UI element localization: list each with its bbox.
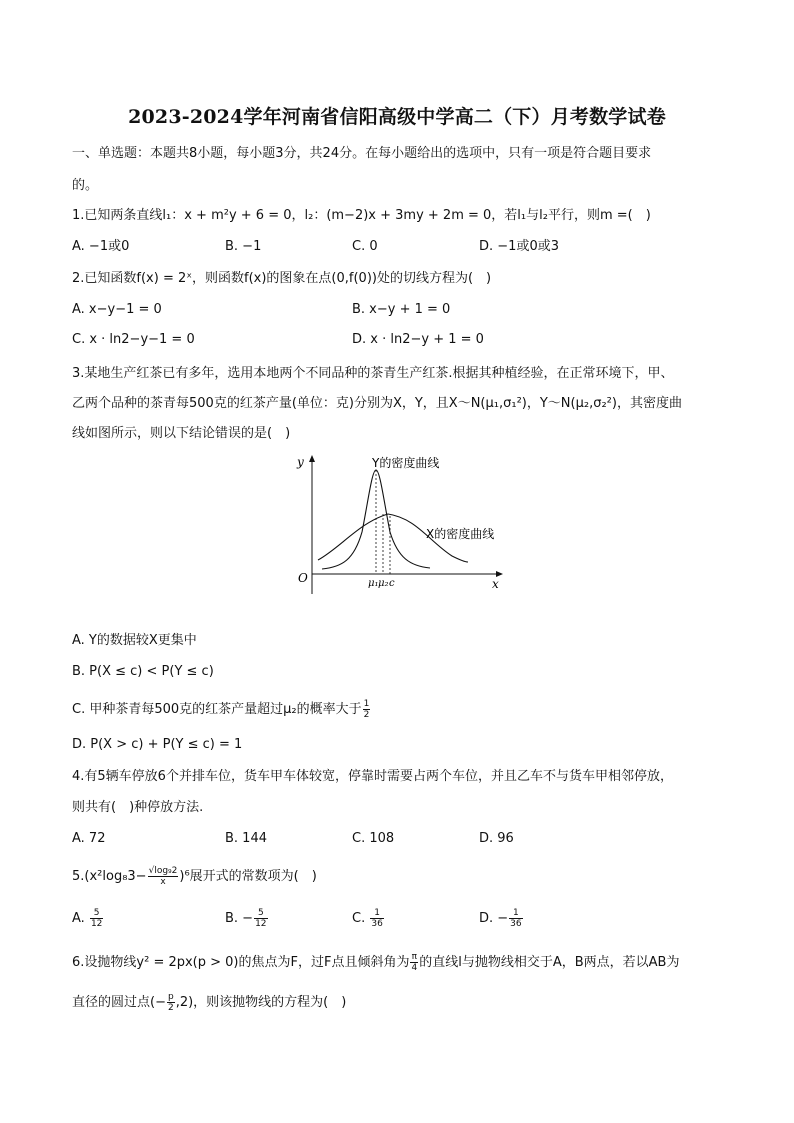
q4-option-c: C. 108 <box>352 831 395 846</box>
q4-option-d: D. 96 <box>479 831 514 846</box>
q5-option-d: D. − $\frac{1}{36}$ <box>479 908 522 929</box>
q1-option-a: A. −1或0 <box>72 239 130 254</box>
exam-title: 2023-2024学年河南省信阳高级中学高二（下）月考数学试卷 <box>128 106 666 128</box>
c-tick-label: c <box>389 578 395 589</box>
section-heading: 一、单选题：本题共8小题，每小题3分，共24分。在每小题给出的选项中，只有一项是符合题目要求 <box>72 146 652 161</box>
q3-option-c <box>72 699 371 720</box>
q1-stem: 1.已知两条直线l₁：x + m²y + 6 = 0，l₂：(m−2)x + 3my + 2m = 0，若l₁与l₂平行，则m =( ) <box>72 208 651 223</box>
q5-stem-fraction: $\frac{\text{√log₉2}}{x}$ <box>148 866 178 887</box>
q1-option-c: C. 0 <box>352 239 378 254</box>
mu2-tick-label: μ₂ <box>378 578 389 589</box>
q2-option-a: A. x−y−1 = 0 <box>72 302 162 317</box>
q3-stem-line3: 线如图所示，则以下结论错误的是( ) <box>72 426 291 441</box>
q6-stem-line2: 直径的圆过点(− $\frac{p}{2}$ ,2)，则该抛物线的方程为( ) <box>72 992 347 1013</box>
q3-option-d: D. P(X > c) + P(Y ≤ c) = 1 <box>72 737 243 752</box>
q4-stem-line1: 4.有5辆车停放6个并排车位，货车甲车体较宽，停靠时需要占两个车位，并且乙车不与货车甲相邻停放， <box>72 769 673 784</box>
y-axis-label: y <box>297 455 304 469</box>
origin-label: O <box>298 571 308 585</box>
q3-option-a: A. Y的数据较X更集中 <box>72 633 197 648</box>
q1-option-b: B. −1 <box>225 239 262 254</box>
q1-option-d: D. −1或0或3 <box>479 239 559 254</box>
q4-option-b: B. 144 <box>225 831 267 846</box>
q5-stem-pre: 5.(x²log₈3− <box>72 869 147 884</box>
density-curve-figure <box>280 452 510 602</box>
section-heading-cont: 的。 <box>72 178 99 193</box>
q5-option-a: A. $\frac{5}{12}$ <box>72 908 103 929</box>
q6-stem-line1: 6.设抛物线y² = 2px(p > 0)的焦点为F，过F点且倾斜角为 $\frac{\pi}{4}$ 的直线l与抛物线相交于A，B两点，若以AB为 <box>72 952 680 973</box>
x-curve-label: X的密度曲线 <box>426 527 495 541</box>
x-axis-label: x <box>492 577 499 591</box>
y-curve-label: Y的密度曲线 <box>372 456 440 470</box>
q2-stem: 2.已知函数f(x) = 2ˣ，则函数f(x)的图象在点(0,f(0))处的切线方程为( ) <box>72 271 492 286</box>
q5-option-c: C. $\frac{1}{36}$ <box>352 908 383 929</box>
q5-stem <box>72 866 317 887</box>
q2-option-d: D. x · ln2−y + 1 = 0 <box>352 332 484 347</box>
q3-option-c-text: C. 甲种茶青每500克的红茶产量超过μ₂的概率大于 <box>72 702 362 717</box>
mu1-tick-label: μ₁ <box>368 578 379 589</box>
q4-option-a: A. 72 <box>72 831 106 846</box>
q2-option-c: C. x · ln2−y−1 = 0 <box>72 332 195 347</box>
q3-stem-line2: 乙两个品种的茶青每500克的红茶产量(单位：克)分别为X，Y，且X～N(μ₁,σ₁²)，Y～N(μ₂,σ₂²)，其密度曲 <box>72 396 682 411</box>
q3-option-c-fraction: $\frac{1}{2}$ <box>363 699 370 720</box>
q3-stem-line1: 3.某地生产红茶已有多年，选用本地两个不同品种的茶青生产红茶.根据其种植经验，在正常环境下，甲、 <box>72 366 674 381</box>
q3-option-b: B. P(X ≤ c) < P(Y ≤ c) <box>72 664 214 679</box>
q5-option-b: B. − $\frac{5}{12}$ <box>225 908 267 929</box>
q2-option-b: B. x−y + 1 = 0 <box>352 302 451 317</box>
q5-stem-post: )⁶展开式的常数项为( ) <box>179 869 317 884</box>
q4-stem-line2: 则共有( )种停放方法. <box>72 800 204 815</box>
